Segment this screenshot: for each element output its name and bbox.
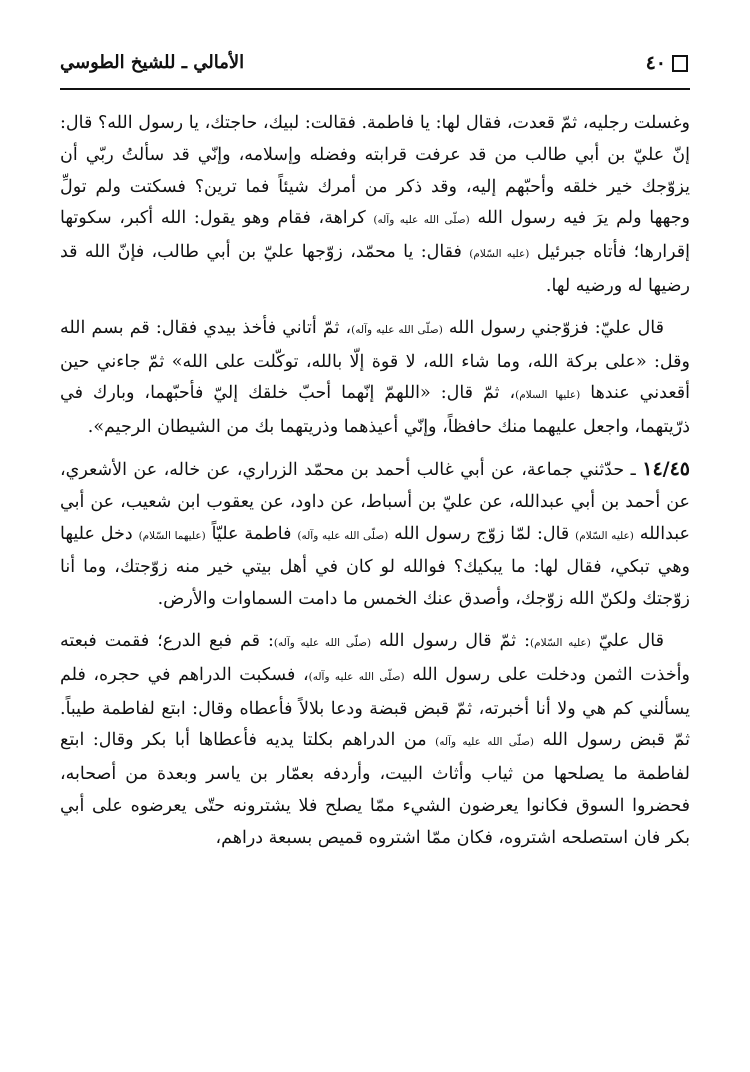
text-segment: فقال: يا محمّد، زوّجها عليّ بن أبي طالب، فإنّ الله قد رضيها له ورضيه لها. [60, 242, 690, 296]
page-number-block [646, 52, 690, 74]
paragraph [60, 313, 690, 444]
honorific-formula: (عليه السّلام) [469, 248, 530, 261]
page-number: ٤٠ [645, 52, 666, 74]
paragraph [60, 108, 690, 303]
text-segment: كراهة، فقام وهو يقول: الله أكبر، سكوتها إقرارها؛ فأتاه جبرئيل [60, 208, 690, 263]
square-ornament-icon [672, 55, 688, 72]
honorific-formula: (عليهما السّلام) [138, 529, 206, 542]
text-segment: دخل عليها وهي تبكي، فقال لها: ما يبكيك؟ فوالله لو كان في أهل بيتي خير منه زوّجتك، وما أنا زوّجتك ولكنّ الله زوّجك، وأصدق عنك الخمس ما دامت السماوات والأرض. [60, 523, 690, 610]
text-segment: ـ حدّثني جماعة، عن أبي غالب أحمد بن محمّد الزراري، عن خاله، عن الأشعري، عن أحمد بن أبي عبدالله، عن عليّ بن أسباط، عن داود، عن يعقوب ابن شعيب، عن أبي عبدالله [60, 459, 690, 544]
hadith-number: ١٤/٤٥ [642, 457, 690, 480]
honorific-formula: (صلّى الله عليه وآله) [351, 323, 443, 336]
text-segment: فاطمة عليّاً [205, 523, 298, 544]
honorific-formula: (صلّى الله عليه وآله) [297, 529, 389, 542]
text-segment: قال: لمّا زوّج رسول الله [388, 523, 576, 544]
text-segment: ، ثمّ أتاني فأخذ بيدي فقال: قم بسم الله وقل: «على بركة الله، وما شاء الله، لا قوة إلّا بالله، توكّلت على الله» ثمّ جاءني حين أقعدني عندها [60, 317, 690, 404]
honorific-formula: (صلّى الله عليه وآله) [373, 214, 470, 227]
header-divider [60, 88, 690, 90]
running-header [60, 50, 690, 84]
honorific-formula: (صلّى الله عليه وآله) [435, 736, 534, 749]
book-title-author: الطوسي [60, 52, 125, 73]
text-segment: وغسلت رجليه، ثمّ قعدت، فقال لها: يا فاطمة. فقالت: لبيك، حاجتك، يا رسول الله؟ قال: إنّ عليّ بن أبي طالب من قد عرفت قرابته وفضله وإسلامه، وإنّي قد سألتُ ربّي أن يزوّجك خير خلقه وأحبّهم إليه، وقد ذكر من أمرك شيئاً فما ترين؟ فسكتت ولم تولِّ وجهها ولم يرَ فيه رسول الله [60, 113, 691, 229]
text-segment: ، ثمّ قال: «اللهمّ إنّهما أحبّ خلقك إليّ فأحبّهما، وبارك في ذرّيتهما، واجعل عليهما منك حافظاً، وإنّي أعيذهما وذريتهما بك من الشيطان الرجيم». [60, 383, 690, 438]
honorific-formula: (صلّى الله عليه وآله) [273, 636, 372, 649]
text-segment: ، فسكبت الدراهم في حجره، فلم يسألني كم هي ولا أنا أخبرته، ثمّ قبض قبضة ودعا بلالاً فأعطاه وقال: ابتع لفاطمة طيباً. ثمّ قبض رسول الله [60, 664, 691, 751]
body-text [60, 108, 690, 865]
honorific-formula: (عليه السّلام) [575, 529, 634, 542]
paragraph [60, 454, 690, 616]
honorific-formula: (صلّى الله عليه وآله) [308, 670, 405, 683]
book-title [60, 52, 244, 73]
text-segment: : قم فبع الدرع؛ فقمت فبعته وأخذت الثمن ودخلت على رسول الله [60, 630, 690, 685]
honorific-formula: (عليه السّلام) [530, 636, 591, 649]
honorific-formula: (عليها السلام) [515, 389, 581, 402]
text-segment: قال عليّ: فزوّجني رسول الله [442, 317, 664, 338]
paragraph [60, 626, 690, 855]
text-segment: من الدراهم بكلتا يديه فأعطاها أبا بكر وقال: ابتع لفاطمة ما يصلحها من ثياب وأثاث البيت، وأردفه بعمّار بن ياسر وبعدة من أصحابه، فحضروا السوق فكانوا يعرضون الشيء ممّا يصلح فلا يشترونه حتّى يعرضوه على أبي بكر فان استصلحه اشتروه، فكان ممّا اشتروه قميص بسبعة دراهم، [60, 730, 690, 848]
text-segment: : ثمّ قال رسول الله [371, 630, 531, 651]
book-title-prefix: الأمالي ـ للشيخ [130, 52, 245, 73]
text-segment: قال عليّ [590, 630, 664, 651]
